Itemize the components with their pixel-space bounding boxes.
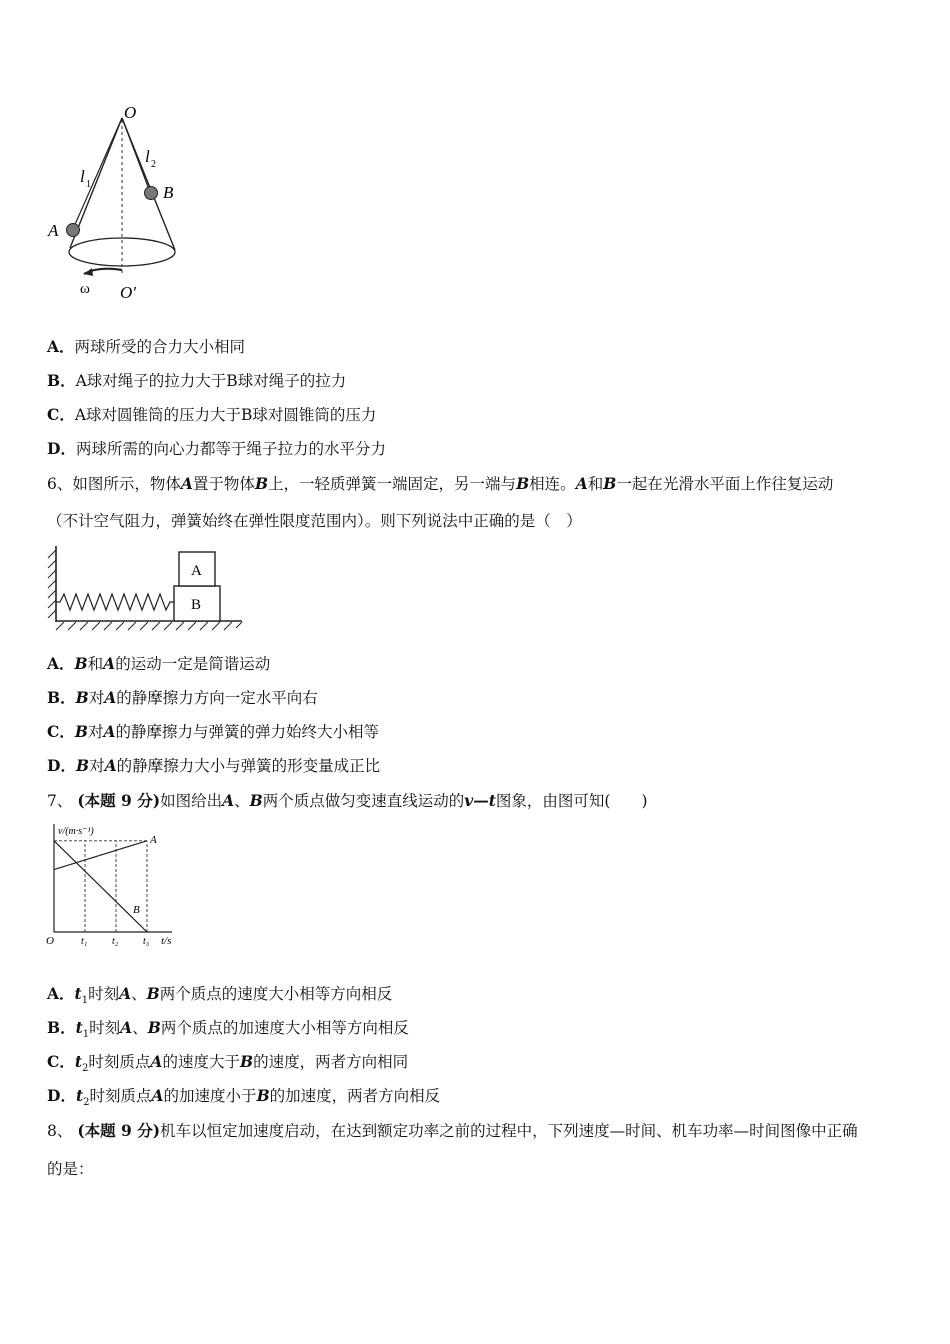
- q7-option-b: B．$t_1$时刻A、B两个质点的加速度大小相等方向相反: [47, 1018, 409, 1041]
- series-label-b: B: [133, 903, 140, 916]
- q5-option-a: A．两球所受的合力大小相同: [47, 337, 246, 356]
- q6-option-b: B．B对A的静摩擦力方向一定水平向右: [47, 688, 318, 707]
- x-tick-label: t₁: [81, 936, 88, 947]
- block-b-label: B: [191, 597, 202, 613]
- spring: [56, 594, 174, 610]
- q5-option-b: B．A球对绳子的拉力大于B球对绳子的拉力: [47, 371, 347, 390]
- chart-origin: O: [46, 935, 54, 947]
- x-tick-label: t₂: [112, 936, 119, 947]
- ball-b: [145, 187, 158, 200]
- label-b: B: [163, 183, 174, 202]
- vt-chart: [40, 818, 190, 956]
- q7-option-c: C．$t_2$时刻质点A的速度大于B的速度，两者方向相同: [47, 1052, 409, 1075]
- q6-option-d: D．B对A的静摩擦力大小与弹簧的形变量成正比: [47, 756, 381, 775]
- q5-option-d: D．两球所需的向心力都等于绳子拉力的水平分力: [47, 439, 386, 458]
- spring-block-figure: [44, 542, 244, 634]
- x-tick-label: t₃: [143, 936, 150, 947]
- label-l1-sub: 1: [86, 179, 91, 190]
- q8-stem-line2: 的是：: [47, 1160, 94, 1178]
- ball-a: [67, 224, 80, 237]
- label-l2: l: [145, 147, 150, 166]
- block-a-label: A: [191, 563, 202, 579]
- q6-stem-line1: 6、如图所示，物体A置于物体B上，一轻质弹簧一端固定，另一端与B相连。A和B一起在光滑水平面上作往复运动: [47, 474, 834, 493]
- q5-option-c: C．A球对圆锥筒的压力大于B球对圆锥筒的压力: [47, 405, 377, 424]
- series-line-b: [54, 841, 147, 932]
- label-omega: ω: [80, 281, 90, 297]
- chart-xlabel: t/s: [161, 935, 172, 947]
- label-l1: l: [80, 167, 85, 186]
- q6-option-a: A．B和A的运动一定是简谐运动: [47, 654, 271, 673]
- label-l2-sub: 2: [151, 159, 156, 170]
- q7-option-d: D．$t_2$时刻质点A的加速度小于B的加速度，两者方向相反: [47, 1086, 441, 1109]
- series-label-a: A: [150, 833, 157, 846]
- q6-stem-line2: （不计空气阻力，弹簧始终在弹性限度范围内）。则下列说法中正确的是（ ）: [47, 512, 582, 530]
- cone-pendulum-figure: [40, 100, 200, 305]
- label-o-prime: O': [120, 283, 136, 302]
- q7-option-a: A．$t_1$时刻A、B两个质点的速度大小相等方向相反: [47, 984, 393, 1007]
- q8-stem-line1: 8、 (本题 9 分)机车以恒定加速度启动，在达到额定功率之前的过程中，下列速度—时间、机车功率—时间图像中正确: [47, 1121, 858, 1140]
- label-o: O: [124, 103, 137, 122]
- chart-ylabel: v/(m·s⁻¹): [58, 826, 94, 837]
- q6-option-c: C．B对A的静摩擦力与弹簧的弹力始终大小相等: [47, 722, 380, 741]
- label-a: A: [48, 221, 59, 240]
- q7-stem: 7、 (本题 9 分)如图给出A、B两个质点做匀变速直线运动的v—t图象，由图可知( ): [47, 791, 648, 810]
